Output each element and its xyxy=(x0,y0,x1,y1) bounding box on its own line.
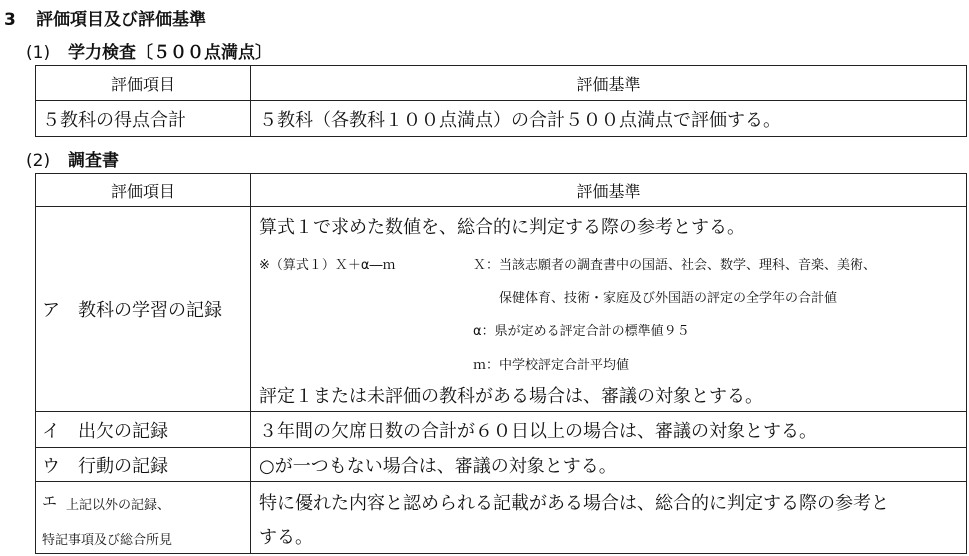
part2-title: 調査書 xyxy=(68,151,119,171)
row-e-criteria xyxy=(251,482,967,554)
row-e-item-line1: 上記以外の記録、 xyxy=(66,498,171,513)
row-a-line1: 算式１で求めた数値を、総合的に判定する際の参考とする。 xyxy=(259,217,745,238)
row-a-last-line: 評定１または未評価の教科がある場合は、審議の対象とする。 xyxy=(259,386,763,407)
part2-heading xyxy=(26,146,119,171)
achievement-test-table xyxy=(35,65,967,137)
section-heading xyxy=(4,5,206,30)
header-item: 評価項目 xyxy=(36,66,251,101)
table-header-row xyxy=(36,174,967,207)
table-row-u xyxy=(36,448,967,482)
row-u-item: ウ 行動の記録 xyxy=(36,448,251,482)
header-item: 評価項目 xyxy=(36,174,251,207)
row-item: ５教科の得点合計 xyxy=(36,101,251,137)
formula-label: ※（算式１）Ｘ＋α―ｍ xyxy=(259,258,396,273)
row-e-item-line2: 特記事項及び総合所見 xyxy=(42,533,173,548)
row-e-criteria-line2: する。 xyxy=(259,527,313,548)
row-criteria: ５教科（各教科１００点満点）の合計５００点満点で評価する。 xyxy=(251,101,967,137)
table-row-a xyxy=(36,207,967,412)
row-i-item: イ 出欠の記録 xyxy=(36,412,251,448)
header-criteria: 評価基準 xyxy=(251,66,967,101)
part2-number: (2) xyxy=(26,151,51,171)
x-definition-2: 保健体育、技術・家庭及び外国語の評定の全学年の合計値 xyxy=(499,291,838,306)
m-definition: ｍ：中学校評定合計平均値 xyxy=(473,358,630,373)
row-u-criteria: ○が一つもない場合は、審議の対象とする。 xyxy=(251,448,967,482)
table-row xyxy=(36,101,967,137)
section-title: 評価項目及び評価基準 xyxy=(36,10,206,30)
section-number: 3 xyxy=(4,10,16,30)
report-card-table xyxy=(35,173,967,554)
table-header-row xyxy=(36,66,967,101)
header-criteria: 評価基準 xyxy=(251,174,967,207)
part1-number: (1) xyxy=(26,43,51,63)
row-a-item: ア 教科の学習の記録 xyxy=(36,207,251,412)
row-a-criteria xyxy=(251,207,967,412)
x-definition-1: Ｘ：当該志願者の調査書中の国語、社会、数学、理科、音楽、美術、 xyxy=(473,258,877,273)
part1-heading xyxy=(26,38,272,63)
row-i-criteria: ３年間の欠席日数の合計が６０日以上の場合は、審議の対象とする。 xyxy=(251,412,967,448)
row-e-item xyxy=(36,482,251,554)
alpha-definition: α：県が定める評定合計の標準値９５ xyxy=(473,324,690,339)
table-row-e xyxy=(36,482,967,554)
part1-title: 学力検査〔５００点満点〕 xyxy=(68,43,272,63)
table-row-i xyxy=(36,412,967,448)
row-e-prefix: エ xyxy=(42,492,58,510)
row-e-criteria-line1: 特に優れた内容と認められる記載がある場合は、総合的に判定する際の参考と xyxy=(259,493,889,514)
